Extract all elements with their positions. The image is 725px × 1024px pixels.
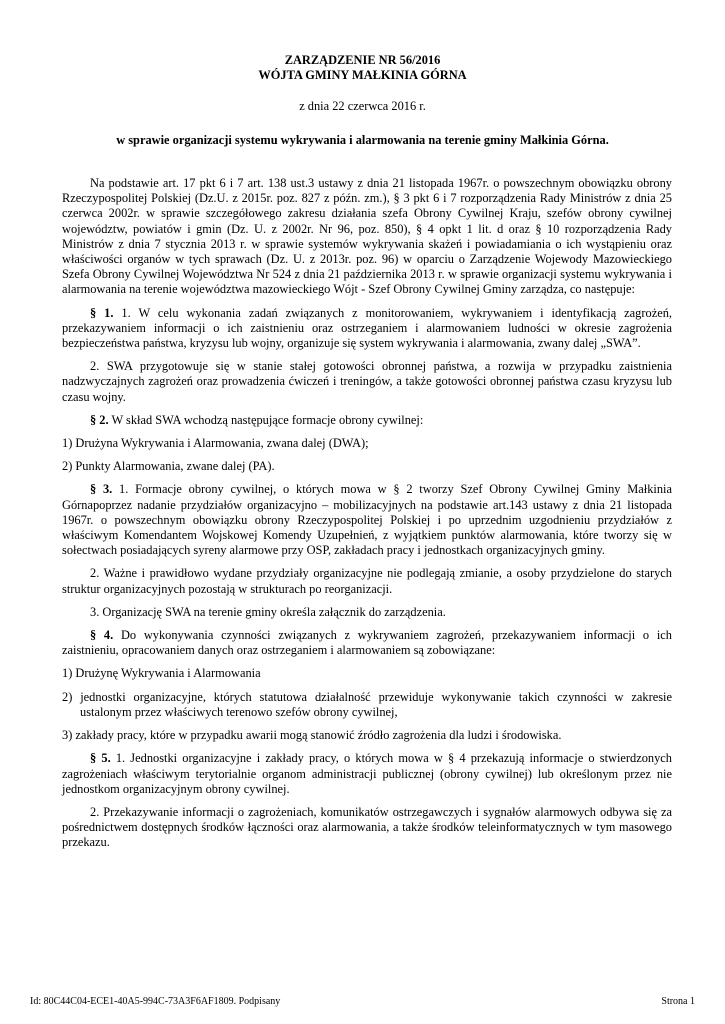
section-3-paragraph-2: 2. Ważne i prawidłowo wydane przydziały organizacyjne nie podlegają zmianie, a osoby przydzielone do starych struktur organizacyjnych pozostają w strukturach po reorganizacji. [62,566,672,596]
section-2-label: § 2. [90,412,109,427]
section-4-item: 2) jednostki organizacyjne, których statutowa działalność przewiduje wykonywanie takich czynności w zakresie ustalonym przez właściwych terenowo szefów obrony cywilnej, [62,689,672,719]
section-5-paragraph-1 [62,751,672,797]
section-2-item: 1) Drużyna Wykrywania i Alarmowania, zwana dalej (DWA); [62,436,369,451]
section-4-intro [62,628,672,658]
section-4-item: 1) Drużynę Wykrywania i Alarmowania [62,666,261,681]
footer-document-id: Id: 80C44C04-ECE1-40A5-994C-73A3F6AF1809. Podpisany [30,996,281,1007]
section-5-label: § 5. [90,751,111,766]
section-1-label: § 1. [90,305,114,320]
document-subject: w sprawie organizacji systemu wykrywania i alarmowania na terenie gminy Małkinia Górna. [116,133,609,147]
section-5-paragraph-1-text: 1. Jednostki organizacyjne i zakłady pracy, o których mowa w § 4 przekazują informacje o stwierdzonych zagrożeniach właściwym terytorialnie organom administracji publicznej (obrony cywilnej) lub określonym przez nie jednostkom organizacyjnym obrony cywilnej. [62,751,673,796]
section-3-paragraph-1 [62,482,672,558]
section-2-intro [62,413,672,428]
preamble: Na podstawie art. 17 pkt 6 i 7 art. 138 ust.3 ustawy z dnia 21 listopada 1967r. o powszechnym obowiązku obrony Rzeczypospolitej Polskiej (Dz.U. z 2015r. poz. 827 z późn. zm.), § 3 pkt 6 i 7 rozporządzenia Rady Ministrów z dnia 25 czerwca 2002r. w sprawie szczegółowego zakresu działania szefa Obrony Cywilnej Kraju, szefów obrony cywilnej województw, powiatów i gmin (Dz. U. z 2002r. Nr 96, poz. 850), § 4 opkt 1 lit. d oraz § 10 rozporządzenia Rady Ministrów z dnia 7 stycznia 2013 r. w sprawie systemów wykrywania skażeń i powiadamiania o ich wystąpieniu oraz właściwości organów w tych sprawach (Dz. U. z 2013r. poz. 96) w oparciu o Zarządzenie Wojewody Mazowieckiego Szefa Obrony Cywilnej Województwa Nr 524 z dnia 21 października 2013 r. w sprawie organizacji systemu wykrywania i alarmowania na terenie województwa mazowieckiego Wójt - Szef Obrony Cywilnej Gminy zarządza, co następuje: [62,176,672,297]
section-3-label: § 3. [90,482,113,497]
section-2-item: 2) Punkty Alarmowania, zwane dalej (PA). [62,459,275,474]
section-1-paragraph-1 [62,306,672,352]
section-4-intro-text: Do wykonywania czynności związanych z wykrywaniem zagrożeń, przekazywaniem informacji o ich zaistnieniu, opracowaniem danych oraz ostrzeganiem i alarmowaniem są zobowiązane: [62,628,672,658]
section-3-paragraph-3: 3. Organizację SWA na terenie gminy określa załącznik do zarządzenia. [90,604,446,619]
section-1-paragraph-1-text: 1. W celu wykonania zadań związanych z monitorowaniem, wykrywaniem i identyfikacją zagrożeń, przekazywaniem informacji o ich zaistnieniu oraz ostrzeganiem i alarmowaniem ludności w okresie zagrożenia bezpieczeństwa państwa, kryzysu lub wojny, organizuje się system wykrywania i alarmowania, zwany dalej „SWA”. [62,305,672,351]
document-title-line1: ZARZĄDZENIE NR 56/2016 [284,53,441,67]
document-title-line2: WÓJTA GMINY MAŁKINIA GÓRNA [258,68,467,82]
footer-page-number: Strona 1 [661,996,695,1007]
section-3-paragraph-1-text: 1. Formacje obrony cywilnej, o których mowa w § 2 tworzy Szef Obrony Cywilnej Gminy Małkinia Górnapoprzez nadanie przydziałów organizacyjno – mobilizacyjnych na podstawie art.143 ustawy z dnia 21 listopada 1967r. o powszechnym obowiązku obrony Rzeczypospolitej Polskiej i po uprzednim uzgodnieniu przydziałów z właściwym Komendantem Wojskowej Komendy Uzupełnień, z wyjątkiem punktów alarmowania, które tworzy się w sołectwach posiadających syreny alarmowe przy OSP, zakładach pracy i jednostkach organizacyjnych gminy. [62,482,672,558]
section-4-item: 3) zakłady pracy, które w przypadku awarii mogą stanowić źródło zagrożenia dla ludzi i środowiska. [62,728,562,743]
section-4-label: § 4. [90,628,114,643]
document-date: z dnia 22 czerwca 2016 r. [299,99,426,113]
section-2-intro-text: W skład SWA wchodzą następujące formacje obrony cywilnej: [108,412,424,427]
section-5-paragraph-2: 2. Przekazywanie informacji o zagrożeniach, komunikatów ostrzegawczych i sygnałów alarmowych odbywa się za pośrednictwem dostępnych środków łączności oraz alarmowania, a także środków teleinformatycznych w tym masowego przekazu. [62,804,672,850]
section-1-paragraph-2: 2. SWA przygotowuje się w stanie stałej gotowości obronnej państwa, a rozwija w przypadku zaistnienia nadzwyczajnych zagrożeń oraz prowadzenia ćwiczeń i treningów, a także gotowości obronnej państwa czasu kryzysu lub czasu wojny. [62,359,672,404]
document-body [62,176,672,859]
